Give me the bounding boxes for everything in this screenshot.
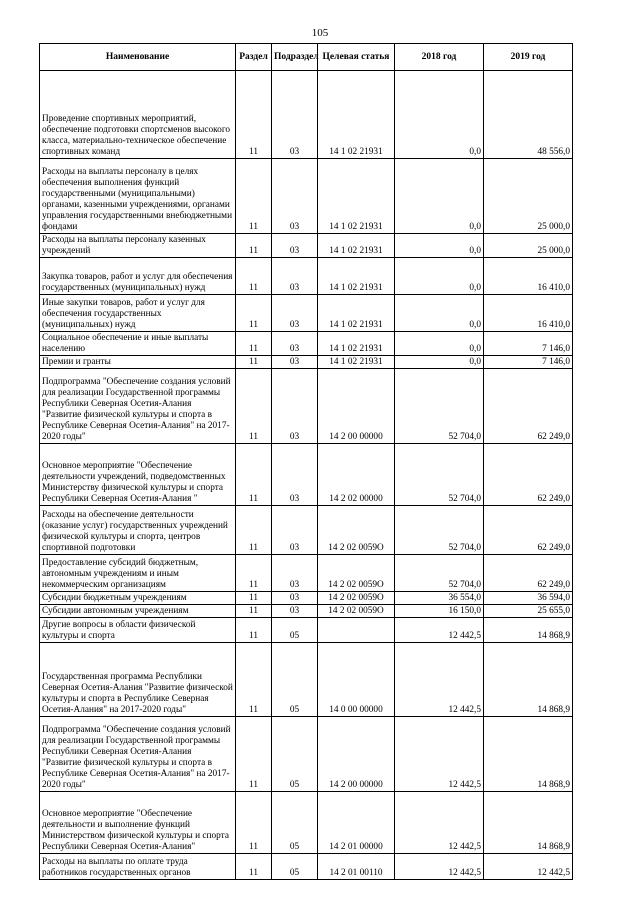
row-name: Другие вопросы в области физической культуры и спорта xyxy=(40,618,236,643)
row-name: Проведение спортивных мероприятий, обеспечение подготовки спортсменов высокого класса, материально-техническое обеспечение спортивных команд xyxy=(40,71,236,159)
table-header-row xyxy=(40,44,573,71)
row-name: Социальное обеспечение и иные выплаты населению xyxy=(40,332,236,356)
row-section: 11 xyxy=(236,356,272,369)
row-2019: 62 249,0 xyxy=(484,506,573,555)
table-row xyxy=(40,643,573,717)
row-section: 11 xyxy=(236,854,272,880)
row-2019: 25 655,0 xyxy=(484,605,573,618)
row-name: Расходы на обеспечение деятельности (оказание услуг) государственных учреждений физической культуры и спорта, центров спортивной подготовки xyxy=(40,506,236,555)
row-subsection: 03 xyxy=(272,159,318,234)
row-2019: 7 146,0 xyxy=(484,356,573,369)
table-row xyxy=(40,356,573,369)
row-section: 11 xyxy=(236,369,272,444)
row-2019: 16 410,0 xyxy=(484,258,573,295)
table-row xyxy=(40,159,573,234)
table-row xyxy=(40,717,573,792)
row-2019: 7 146,0 xyxy=(484,332,573,356)
row-section: 11 xyxy=(236,792,272,854)
table-row xyxy=(40,792,573,854)
row-2018: 52 704,0 xyxy=(395,506,484,555)
header-section: Раздел xyxy=(236,44,272,71)
row-name: Основное мероприятие "Обеспечение деятельности учреждений, подведомственных Министерству физической культуры и спорта Республики Северная Осетия-Алания " xyxy=(40,444,236,506)
row-2019: 14 868,9 xyxy=(484,643,573,717)
table-row xyxy=(40,369,573,444)
row-section: 11 xyxy=(236,258,272,295)
table-row xyxy=(40,234,573,258)
row-name: Субсидии бюджетным учреждениям xyxy=(40,592,236,605)
row-target xyxy=(318,618,395,643)
row-name: Расходы на выплаты по оплате труда работников государственных органов xyxy=(40,854,236,880)
row-2019: 48 556,0 xyxy=(484,71,573,159)
row-section: 11 xyxy=(236,605,272,618)
table-row xyxy=(40,854,573,880)
row-subsection: 03 xyxy=(272,234,318,258)
row-2018: 12 442,5 xyxy=(395,643,484,717)
row-2019: 14 868,9 xyxy=(484,618,573,643)
table-row xyxy=(40,444,573,506)
table-row xyxy=(40,555,573,592)
row-subsection: 03 xyxy=(272,295,318,332)
table-row xyxy=(40,258,573,295)
table-row xyxy=(40,71,573,159)
row-subsection: 03 xyxy=(272,605,318,618)
row-target: 14 1 02 21931 xyxy=(318,71,395,159)
row-target: 14 2 02 0059О xyxy=(318,555,395,592)
row-2019: 16 410,0 xyxy=(484,295,573,332)
table-row xyxy=(40,605,573,618)
row-subsection: 05 xyxy=(272,792,318,854)
row-2018: 0,0 xyxy=(395,234,484,258)
row-target: 14 2 02 0059О xyxy=(318,592,395,605)
row-name: Подпрограмма "Обеспечение создания условий для реализации Государственной программы Республики Северная Осетия-Алания "Развитие физической культуры и спорта в Республике Северная Осетия-Алания" на 2017-2020 годы" xyxy=(40,369,236,444)
row-section: 11 xyxy=(236,618,272,643)
table-row xyxy=(40,506,573,555)
row-subsection: 05 xyxy=(272,618,318,643)
row-section: 11 xyxy=(236,159,272,234)
row-target: 14 1 02 21931 xyxy=(318,295,395,332)
budget-table xyxy=(39,43,573,880)
row-2018: 0,0 xyxy=(395,258,484,295)
row-target: 14 1 02 21931 xyxy=(318,332,395,356)
row-section: 11 xyxy=(236,506,272,555)
row-target: 14 2 01 00000 xyxy=(318,792,395,854)
row-section: 11 xyxy=(236,295,272,332)
row-2018: 16 150,0 xyxy=(395,605,484,618)
row-name: Закупка товаров, работ и услуг для обеспечения государственных (муниципальных) нужд xyxy=(40,258,236,295)
row-target: 14 2 00 00000 xyxy=(318,369,395,444)
row-target: 14 2 02 0059О xyxy=(318,605,395,618)
row-target: 14 1 02 21931 xyxy=(318,258,395,295)
row-name: Подпрограмма "Обеспечение создания условий для реализации Государственной программы Республики Северная Осетия-Алания "Развитие физической культуры и спорта в Республике Северная Осетия-Алания" на 2017-2020 годы" xyxy=(40,717,236,792)
row-subsection: 03 xyxy=(272,71,318,159)
row-subsection: 05 xyxy=(272,717,318,792)
row-subsection: 05 xyxy=(272,854,318,880)
row-2019: 14 868,9 xyxy=(484,717,573,792)
row-section: 11 xyxy=(236,444,272,506)
row-target: 14 2 00 00000 xyxy=(318,717,395,792)
row-subsection: 05 xyxy=(272,643,318,717)
table-row xyxy=(40,618,573,643)
row-2018: 0,0 xyxy=(395,71,484,159)
row-2019: 62 249,0 xyxy=(484,555,573,592)
row-subsection: 03 xyxy=(272,332,318,356)
row-subsection: 03 xyxy=(272,356,318,369)
header-2018: 2018 год xyxy=(395,44,484,71)
row-subsection: 03 xyxy=(272,258,318,295)
row-2018: 12 442,5 xyxy=(395,854,484,880)
row-2018: 0,0 xyxy=(395,295,484,332)
row-2018: 52 704,0 xyxy=(395,555,484,592)
row-name: Предоставление субсидий бюджетным, автономным учреждениям и иным некоммерческим организациям xyxy=(40,555,236,592)
row-name: Государственная программа Республики Северная Осетия-Алания "Развитие физической культуры и спорта в Республике Северная Осетия-Алания" на 2017-2020 годы" xyxy=(40,643,236,717)
row-target: 14 2 02 0059О xyxy=(318,506,395,555)
row-2018: 0,0 xyxy=(395,332,484,356)
row-2018: 52 704,0 xyxy=(395,444,484,506)
row-2019: 25 000,0 xyxy=(484,234,573,258)
row-section: 11 xyxy=(236,332,272,356)
row-target: 14 0 00 00000 xyxy=(318,643,395,717)
row-subsection: 03 xyxy=(272,369,318,444)
row-section: 11 xyxy=(236,555,272,592)
header-2019: 2019 год xyxy=(484,44,573,71)
row-target: 14 2 01 00110 xyxy=(318,854,395,880)
row-2018: 12 442,5 xyxy=(395,792,484,854)
header-subsection: Подраздел xyxy=(272,44,318,71)
row-subsection: 03 xyxy=(272,555,318,592)
row-2018: 12 442,5 xyxy=(395,717,484,792)
row-section: 11 xyxy=(236,71,272,159)
row-subsection: 03 xyxy=(272,592,318,605)
row-2018: 52 704,0 xyxy=(395,369,484,444)
row-name: Иные закупки товаров, работ и услуг для обеспечения государственных (муниципальных) нужд xyxy=(40,295,236,332)
row-2019: 12 442,5 xyxy=(484,854,573,880)
row-2019: 62 249,0 xyxy=(484,444,573,506)
row-name: Основное мероприятие "Обеспечение деятельности и выполнение функций Министерством физической культуры и спорта Республики Северная Осетия-Алания" xyxy=(40,792,236,854)
row-name: Расходы на выплаты персоналу в целях обеспечения выполнения функций государственными (муниципальными) органами, казенными учреждениями, органами управления государственными внебюджетными фондами xyxy=(40,159,236,234)
row-target: 14 1 02 21931 xyxy=(318,159,395,234)
row-name: Субсидии автономным учреждениям xyxy=(40,605,236,618)
row-2018: 0,0 xyxy=(395,356,484,369)
header-name: Наименование xyxy=(40,44,236,71)
row-name: Расходы на выплаты персоналу казенных учреждений xyxy=(40,234,236,258)
row-subsection: 03 xyxy=(272,444,318,506)
row-subsection: 03 xyxy=(272,506,318,555)
table-row xyxy=(40,295,573,332)
row-target: 14 1 02 21931 xyxy=(318,356,395,369)
row-section: 11 xyxy=(236,643,272,717)
row-section: 11 xyxy=(236,592,272,605)
row-2019: 62 249,0 xyxy=(484,369,573,444)
row-target: 14 1 02 21931 xyxy=(318,234,395,258)
page-number: 105 xyxy=(311,27,329,39)
row-name: Премии и гранты xyxy=(40,356,236,369)
row-2018: 12 442,5 xyxy=(395,618,484,643)
row-section: 11 xyxy=(236,234,272,258)
row-target: 14 2 02 00000 xyxy=(318,444,395,506)
row-2019: 36 594,0 xyxy=(484,592,573,605)
row-2018: 0,0 xyxy=(395,159,484,234)
table-row xyxy=(40,592,573,605)
row-2018: 36 554,0 xyxy=(395,592,484,605)
header-target: Целевая статья xyxy=(318,44,395,71)
row-2019: 25 000,0 xyxy=(484,159,573,234)
row-section: 11 xyxy=(236,717,272,792)
row-2019: 14 868,9 xyxy=(484,792,573,854)
table-row xyxy=(40,332,573,356)
